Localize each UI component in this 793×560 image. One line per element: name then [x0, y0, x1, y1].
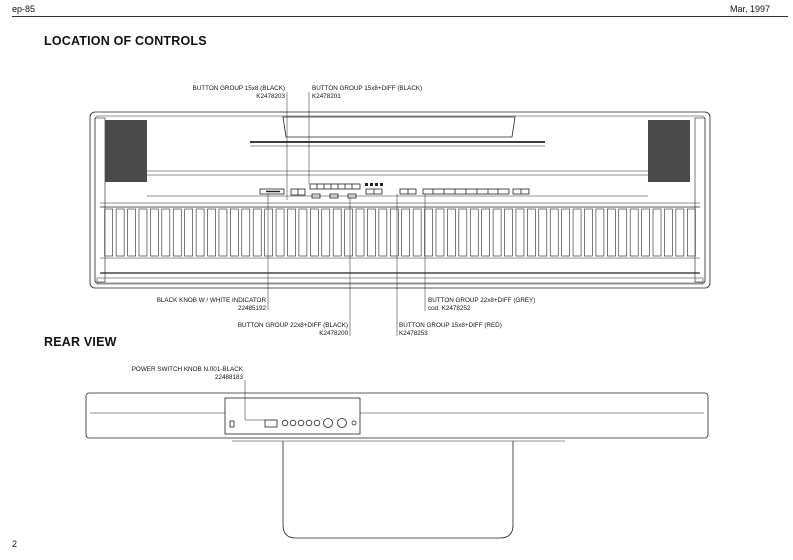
keyboard-keys [105, 209, 696, 256]
piano-key [573, 209, 581, 256]
piano-key [253, 209, 261, 256]
piano-key [527, 209, 535, 256]
piano-key [287, 209, 295, 256]
section-title-controls: LOCATION OF CONTROLS [44, 34, 207, 48]
piano-key [664, 209, 672, 256]
label-name: BUTTON GROUP 15x8+DIFF (RED) [399, 322, 502, 329]
piano-key [356, 209, 364, 256]
piano-key [687, 209, 695, 256]
piano-key [367, 209, 375, 256]
piano-key [105, 209, 113, 256]
label-code: 22488183 [214, 373, 243, 381]
piano-key [230, 209, 238, 256]
piano-key [619, 209, 627, 256]
music-rest [283, 117, 515, 137]
speaker-grilles [105, 120, 696, 256]
piano-key [345, 209, 353, 256]
piano-key [459, 209, 467, 256]
button-row-upper [310, 184, 360, 189]
piano-key [436, 209, 444, 256]
piano-key [299, 209, 307, 256]
label-name: BUTTON GROUP 15x8 (BLACK) [192, 85, 285, 92]
piano-key [607, 209, 615, 256]
piano-key [447, 209, 455, 256]
piano-key [219, 209, 227, 256]
piano-key [185, 209, 193, 256]
power-switch [265, 420, 277, 427]
piano-key [379, 209, 387, 256]
piano-key [539, 209, 547, 256]
piano-key [642, 209, 650, 256]
piano-key [196, 209, 204, 256]
piano-key [470, 209, 478, 256]
piano-key [208, 209, 216, 256]
label-name: BUTTON GROUP 22x8+DIFF (GREY) [428, 297, 536, 304]
label-code: 22485192 [237, 304, 266, 312]
label-name: POWER SWITCH KNOB N.001-BLACK [131, 366, 243, 373]
piano-key [505, 209, 513, 256]
label-code: K2478253 [399, 329, 428, 337]
piano-key [276, 209, 284, 256]
piano-key [550, 209, 558, 256]
piano-key [310, 209, 318, 256]
piano-key [402, 209, 410, 256]
rear-body-outline [86, 393, 708, 438]
piano-key [630, 209, 638, 256]
piano-key [128, 209, 136, 256]
piano-key [116, 209, 124, 256]
piano-key [516, 209, 524, 256]
section-title-rear: REAR VIEW [44, 335, 117, 349]
piano-key [596, 209, 604, 256]
piano-body-outline [90, 112, 710, 288]
label-name: BLACK KNOB W / WHITE INDICATOR [156, 297, 266, 304]
stand [283, 441, 513, 538]
label-bg-15x8-black [188, 85, 285, 100]
piano-key [265, 209, 273, 256]
piano-key [413, 209, 421, 256]
piano-key [333, 209, 341, 256]
label-name: BUTTON GROUP 22x8+DIFF (BLACK) [237, 322, 348, 329]
label-name: BUTTON GROUP 15x8+DIFF (BLACK) [312, 85, 423, 92]
label-power-switch [118, 366, 243, 381]
label-code: cod. K2478252 [428, 304, 471, 312]
header-left: ep-85 [12, 4, 36, 14]
page-number: 2 [12, 539, 18, 549]
piano-key [150, 209, 158, 256]
piano-key [425, 209, 433, 256]
label-bg-15x8-diff-black [312, 85, 422, 100]
piano-key [562, 209, 570, 256]
piano-key [482, 209, 490, 256]
piano-key [493, 209, 501, 256]
label-bg-22x8-diff-grey [428, 297, 535, 312]
piano-key [242, 209, 250, 256]
label-bg-15x8-diff-red [399, 322, 502, 337]
piano-key [584, 209, 592, 256]
piano-key [676, 209, 684, 256]
piano-key [173, 209, 181, 256]
header-right: Mar, 1997 [730, 4, 771, 14]
rear-view [86, 380, 708, 538]
piano-key [162, 209, 170, 256]
label-code: K2478203 [256, 92, 285, 100]
label-knob [150, 297, 266, 312]
piano-key [653, 209, 661, 256]
label-bg-22x8-diff-black [228, 322, 348, 337]
piano-key [139, 209, 147, 256]
piano-key [322, 209, 330, 256]
label-code: K2478200 [319, 329, 348, 337]
label-code: K2478201 [312, 92, 341, 100]
